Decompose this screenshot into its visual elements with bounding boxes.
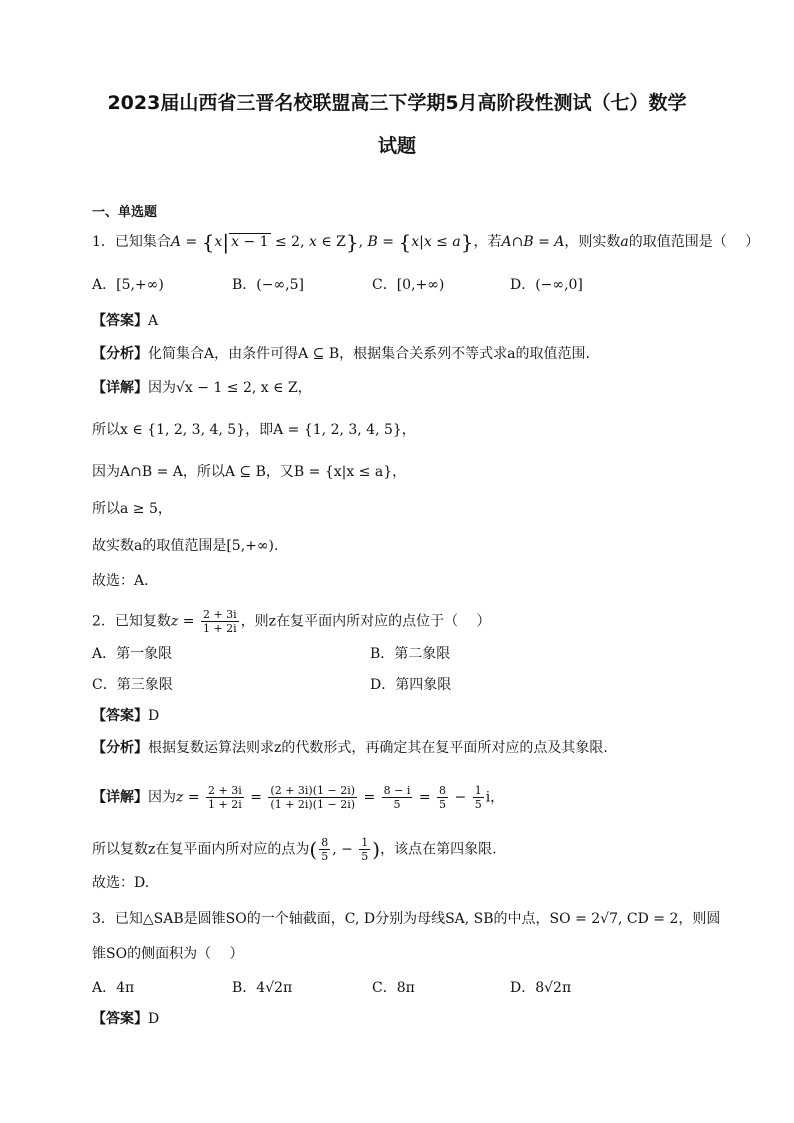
section-heading: 一、单选题: [92, 205, 158, 220]
document-title-line1: 2023届山西省三晋名校联盟高三下学期5月高阶段性测试（七）数学: [107, 92, 687, 114]
q3-option-d: D．8√2π: [510, 980, 572, 996]
q1-detail-4: 所以a ≥ 5，: [92, 501, 172, 517]
q3-answer: 【答案】D: [92, 1011, 160, 1027]
q1-option-d: D．(−∞,0]: [510, 277, 583, 293]
q3-stem-line2: 锥SO的侧面积为（ ）: [92, 946, 244, 962]
q1-stem: 1．已知集合A = {x| x − 1 ≤ 2, x ∈ Z}, B = {x|x ≤ a}，若A∩B = A，则实数a的取值范围是（ ）: [92, 230, 760, 254]
q1-option-a: A．[5,+∞): [92, 277, 164, 293]
q3-option-a: A．4π: [92, 980, 135, 996]
q2-detail-1: 【详解】因为z = $\frac{2 + 3i}{1 + 2i}$ = $\frac{(2 + 3i)(1 - 2i)}{(1 + 2i)(1 - 2i)}$ = $\frac{8 - i}{5}$ = $\frac{8}{5}$ − $\frac{1}{5}$ i，: [92, 784, 505, 811]
q1-analysis: 【分析】化简集合A，由条件可得A ⊆ B，根据集合关系列不等式求a的取值范围.: [92, 346, 590, 362]
q2-detail-2: 所以复数z在复平面内所对应的点为( $\frac{8}{5}$ , − $\frac{1}{5}$ )，该点在第四象限.: [92, 836, 497, 863]
q2-answer: 【答案】D: [92, 708, 160, 724]
q1-conclusion: 故选：A.: [92, 573, 149, 589]
q1-detail-2: 所以x ∈ {1, 2, 3, 4, 5}，即A = {1, 2, 3, 4, 5}，: [92, 422, 416, 438]
q3-option-b: B．4√2π: [232, 980, 293, 996]
q2-option-b: B．第二象限: [370, 646, 451, 662]
q2-stem: 2．已知复数z = $\frac{2 + 3i}{1 + 2i}$ ，则z在复平面内所对应的点位于（ ）: [92, 608, 491, 635]
q1-option-c: C．[0,+∞): [372, 277, 445, 293]
q3-stem-line1: 3．已知△SAB是圆锥SO的一个轴截面，C, D分别为母线SA, SB的中点，SO = 2√7, CD = 2，则圆: [92, 911, 721, 927]
q1-detail-5: 故实数a的取值范围是[5,+∞).: [92, 538, 279, 554]
q2-option-d: D．第四象限: [370, 677, 452, 693]
q3-option-c: C．8π: [372, 980, 415, 996]
q1-option-b: B．(−∞,5]: [232, 277, 304, 293]
q2-option-c: C．第三象限: [92, 677, 173, 693]
q1-detail-3: 因为A∩B = A，所以A ⊆ B，又B = {x|x ≤ a}，: [92, 464, 407, 480]
q1-detail-1: 【详解】因为√x − 1 ≤ 2, x ∈ Z，: [92, 380, 312, 396]
q1-answer: 【答案】A: [92, 313, 159, 329]
q2-option-a: A．第一象限: [92, 646, 173, 662]
document-title-line2: 试题: [377, 135, 416, 157]
q2-analysis: 【分析】根据复数运算法则求z的代数形式，再确定其在复平面所对应的点及其象限.: [92, 740, 608, 756]
q2-conclusion: 故选：D.: [92, 875, 150, 891]
